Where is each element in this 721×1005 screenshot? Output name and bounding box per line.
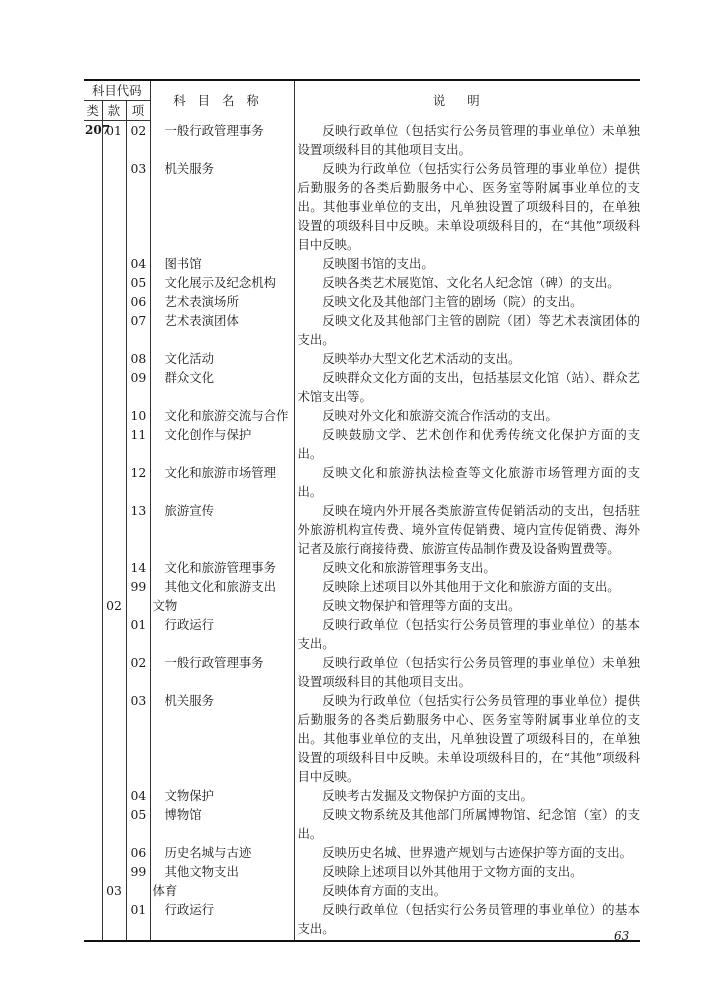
cell-lei bbox=[84, 292, 102, 311]
cell-xiang: 13 bbox=[126, 501, 150, 558]
cell-lei bbox=[84, 881, 102, 900]
cell-subject-name: 历史名城与古迹 bbox=[150, 843, 294, 862]
cell-xiang: 05 bbox=[126, 273, 150, 292]
cell-subject-name: 文化和旅游市场管理 bbox=[150, 463, 294, 501]
table-row bbox=[84, 577, 640, 596]
cell-xiang bbox=[126, 881, 150, 900]
table-row bbox=[84, 691, 640, 786]
header-subject-code: 科目代码 bbox=[84, 80, 150, 101]
cell-kuan bbox=[102, 463, 126, 501]
cell-lei bbox=[84, 843, 102, 862]
table-row bbox=[84, 558, 640, 577]
cell-description: 反映文物保护和管理等方面的支出。 bbox=[294, 596, 640, 615]
table-row bbox=[84, 501, 640, 558]
cell-subject-name: 其他文物支出 bbox=[150, 862, 294, 881]
budget-subject-table bbox=[84, 79, 640, 942]
cell-kuan bbox=[102, 900, 126, 941]
table-body bbox=[84, 121, 640, 941]
cell-kuan: 03 bbox=[102, 881, 126, 900]
cell-lei bbox=[84, 425, 102, 463]
header-subject-name: 科目名称 bbox=[150, 80, 294, 121]
cell-xiang: 99 bbox=[126, 577, 150, 596]
cell-lei bbox=[84, 273, 102, 292]
cell-xiang: 01 bbox=[126, 900, 150, 941]
cell-xiang: 02 bbox=[126, 653, 150, 691]
cell-xiang: 03 bbox=[126, 691, 150, 786]
cell-description: 反映群众文化方面的支出，包括基层文化馆（站）、群众艺术馆支出等。 bbox=[294, 368, 640, 406]
cell-subject-name: 文化和旅游管理事务 bbox=[150, 558, 294, 577]
cell-description: 反映文化和旅游执法检查等文化旅游市场管理方面的支出。 bbox=[294, 463, 640, 501]
cell-kuan: 02 bbox=[102, 596, 126, 615]
table-row bbox=[84, 615, 640, 653]
cell-subject-name: 博物馆 bbox=[150, 805, 294, 843]
cell-xiang bbox=[126, 596, 150, 615]
cell-description: 反映图书馆的支出。 bbox=[294, 254, 640, 273]
table-row bbox=[84, 786, 640, 805]
cell-xiang: 99 bbox=[126, 862, 150, 881]
cell-description: 反映对外文化和旅游交流合作活动的支出。 bbox=[294, 406, 640, 425]
table-row bbox=[84, 254, 640, 273]
table-row bbox=[84, 463, 640, 501]
table-row bbox=[84, 273, 640, 292]
cell-xiang: 01 bbox=[126, 615, 150, 653]
cell-xiang: 09 bbox=[126, 368, 150, 406]
cell-kuan bbox=[102, 159, 126, 254]
cell-kuan bbox=[102, 653, 126, 691]
cell-subject-name: 艺术表演团体 bbox=[150, 311, 294, 349]
cell-description: 反映除上述项目以外其他用于文物方面的支出。 bbox=[294, 862, 640, 881]
table-row bbox=[84, 406, 640, 425]
cell-kuan bbox=[102, 615, 126, 653]
cell-description: 反映考古发掘及文物保护方面的支出。 bbox=[294, 786, 640, 805]
cell-kuan bbox=[102, 273, 126, 292]
cell-subject-name: 文化展示及纪念机构 bbox=[150, 273, 294, 292]
cell-lei bbox=[84, 862, 102, 881]
header-description: 说明 bbox=[294, 80, 640, 121]
cell-description: 反映行政单位（包括实行公务员管理的事业单位）的基本支出。 bbox=[294, 615, 640, 653]
cell-kuan bbox=[102, 425, 126, 463]
cell-lei bbox=[84, 900, 102, 941]
table-row bbox=[84, 862, 640, 881]
cell-lei bbox=[84, 786, 102, 805]
table-row bbox=[84, 292, 640, 311]
cell-description: 反映行政单位（包括实行公务员管理的事业单位）未单独设置项级科目的其他项目支出。 bbox=[294, 653, 640, 691]
cell-xiang: 05 bbox=[126, 805, 150, 843]
table-row bbox=[84, 159, 640, 254]
cell-kuan bbox=[102, 349, 126, 368]
cell-description: 反映为行政单位（包括实行公务员管理的事业单位）提供后勤服务的各类后勤服务中心、医务室等附属事业单位的支出。其他事业单位的支出，凡单独设置了项级科目的，在单独设置的项级科目中反映。未单设项级科目的，在“其他”项级科目中反映。 bbox=[294, 691, 640, 786]
cell-description: 反映行政单位（包括实行公务员管理的事业单位）的基本支出。 bbox=[294, 900, 640, 941]
cell-xiang: 06 bbox=[126, 292, 150, 311]
cell-kuan bbox=[102, 501, 126, 558]
cell-subject-name: 其他文化和旅游支出 bbox=[150, 577, 294, 596]
cell-description: 反映文化及其他部门主管的剧院（团）等艺术表演团体的支出。 bbox=[294, 311, 640, 349]
cell-subject-name: 文化和旅游交流与合作 bbox=[150, 406, 294, 425]
cell-subject-name: 图书馆 bbox=[150, 254, 294, 273]
table-row bbox=[84, 653, 640, 691]
cell-subject-name: 体育 bbox=[150, 881, 294, 900]
cell-xiang: 02 bbox=[126, 121, 150, 159]
cell-subject-name: 文物 bbox=[150, 596, 294, 615]
cell-lei bbox=[84, 349, 102, 368]
cell-xiang: 08 bbox=[126, 349, 150, 368]
cell-description: 反映文化及其他部门主管的剧场（院）的支出。 bbox=[294, 292, 640, 311]
cell-lei: 207 bbox=[85, 123, 111, 137]
cell-description: 反映在境内外开展各类旅游宣传促销活动的支出，包括驻外旅游机构宣传费、境外宣传促销费、境内宣传促销费、海外记者及旅行商接待费、旅游宣传品制作费及设备购置费等。 bbox=[294, 501, 640, 558]
cell-subject-name: 一般行政管理事务 bbox=[150, 653, 294, 691]
cell-lei bbox=[84, 691, 102, 786]
page-number: 63 bbox=[614, 929, 630, 943]
cell-lei bbox=[84, 406, 102, 425]
table-row bbox=[84, 881, 640, 900]
cell-description: 反映历史名城、世界遗产规划与古迹保护等方面的支出。 bbox=[294, 843, 640, 862]
cell-subject-name: 文化创作与保护 bbox=[150, 425, 294, 463]
cell-subject-name: 艺术表演场所 bbox=[150, 292, 294, 311]
cell-subject-name: 文物保护 bbox=[150, 786, 294, 805]
cell-subject-name: 旅游宣传 bbox=[150, 501, 294, 558]
cell-xiang: 14 bbox=[126, 558, 150, 577]
cell-xiang: 06 bbox=[126, 843, 150, 862]
cell-kuan bbox=[102, 786, 126, 805]
cell-lei bbox=[84, 159, 102, 254]
cell-subject-name: 文化活动 bbox=[150, 349, 294, 368]
cell-kuan bbox=[102, 691, 126, 786]
cell-kuan bbox=[102, 254, 126, 273]
header-lei: 类 bbox=[84, 101, 102, 121]
table-row bbox=[84, 805, 640, 843]
cell-kuan bbox=[102, 862, 126, 881]
cell-subject-name: 行政运行 bbox=[150, 900, 294, 941]
cell-lei bbox=[84, 254, 102, 273]
cell-subject-name: 群众文化 bbox=[150, 368, 294, 406]
table-row bbox=[84, 368, 640, 406]
cell-lei bbox=[84, 463, 102, 501]
cell-kuan bbox=[102, 577, 126, 596]
cell-description: 反映行政单位（包括实行公务员管理的事业单位）未单独设置项级科目的其他项目支出。 bbox=[294, 121, 640, 159]
cell-lei bbox=[84, 558, 102, 577]
cell-lei bbox=[84, 596, 102, 615]
header-kuan: 款 bbox=[102, 101, 126, 121]
cell-subject-name: 机关服务 bbox=[150, 159, 294, 254]
cell-kuan bbox=[102, 805, 126, 843]
cell-xiang: 10 bbox=[126, 406, 150, 425]
cell-kuan bbox=[102, 843, 126, 862]
cell-xiang: 11 bbox=[126, 425, 150, 463]
cell-subject-name: 一般行政管理事务 bbox=[150, 121, 294, 159]
cell-description: 反映举办大型文化艺术活动的支出。 bbox=[294, 349, 640, 368]
cell-lei bbox=[84, 368, 102, 406]
cell-kuan bbox=[102, 558, 126, 577]
cell-description: 反映除上述项目以外其他用于文化和旅游方面的支出。 bbox=[294, 577, 640, 596]
cell-description: 反映鼓励文学、艺术创作和优秀传统文化保护方面的支出。 bbox=[294, 425, 640, 463]
header-xiang: 项 bbox=[126, 101, 150, 121]
table-row bbox=[84, 900, 640, 941]
table-row bbox=[84, 425, 640, 463]
table-row bbox=[84, 596, 640, 615]
cell-description: 反映体育方面的支出。 bbox=[294, 881, 640, 900]
table-row bbox=[84, 311, 640, 349]
cell-lei bbox=[84, 653, 102, 691]
cell-subject-name: 行政运行 bbox=[150, 615, 294, 653]
table-row bbox=[84, 121, 640, 159]
cell-description: 反映文物系统及其他部门所属博物馆、纪念馆（室）的支出。 bbox=[294, 805, 640, 843]
cell-lei bbox=[84, 501, 102, 558]
cell-kuan: 01 bbox=[102, 121, 126, 159]
table-row bbox=[84, 349, 640, 368]
cell-xiang: 07 bbox=[126, 311, 150, 349]
cell-lei bbox=[84, 805, 102, 843]
cell-lei bbox=[84, 311, 102, 349]
cell-xiang: 04 bbox=[126, 254, 150, 273]
cell-kuan bbox=[102, 311, 126, 349]
cell-lei bbox=[84, 615, 102, 653]
cell-description: 反映各类艺术展览馆、文化名人纪念馆（碑）的支出。 bbox=[294, 273, 640, 292]
cell-description: 反映为行政单位（包括实行公务员管理的事业单位）提供后勤服务的各类后勤服务中心、医务室等附属事业单位的支出。其他事业单位的支出，凡单独设置了项级科目的，在单独设置的项级科目中反映。未单设项级科目的，在“其他”项级科目中反映。 bbox=[294, 159, 640, 254]
cell-xiang: 04 bbox=[126, 786, 150, 805]
cell-subject-name: 机关服务 bbox=[150, 691, 294, 786]
cell-xiang: 12 bbox=[126, 463, 150, 501]
table-row bbox=[84, 843, 640, 862]
cell-description: 反映文化和旅游管理事务支出。 bbox=[294, 558, 640, 577]
cell-kuan bbox=[102, 368, 126, 406]
cell-lei bbox=[84, 577, 102, 596]
cell-kuan bbox=[102, 292, 126, 311]
cell-xiang: 03 bbox=[126, 159, 150, 254]
cell-kuan bbox=[102, 406, 126, 425]
